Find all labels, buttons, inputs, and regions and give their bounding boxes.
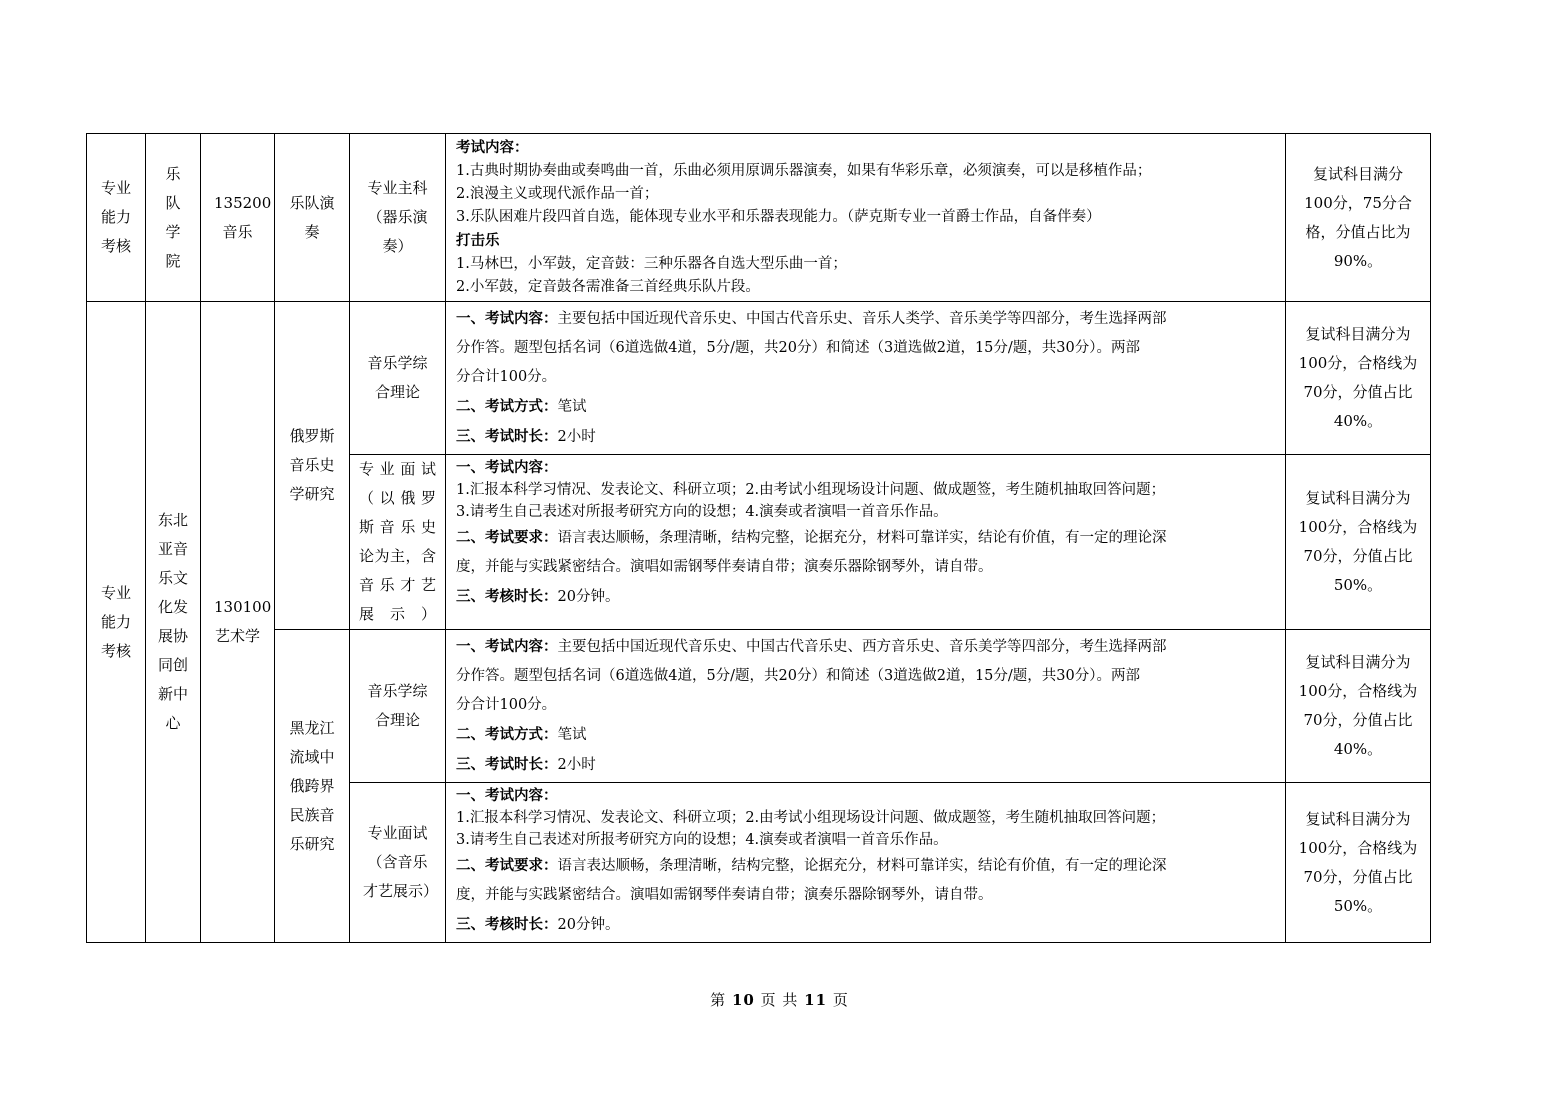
cell-line: 才艺展示） xyxy=(363,882,439,900)
direction-cell xyxy=(275,134,350,302)
cell-line: （以俄罗 xyxy=(359,489,436,507)
content-text: 1.汇报本科学习情况、发表论文、科研立项；2.由考试小组现场设计问题、做成题签，考生随机抽取回答问题； xyxy=(456,810,1166,826)
table-row xyxy=(87,630,1431,783)
content-text: 2小时 xyxy=(557,757,596,773)
content-text: 1.马林巴，小军鼓，定音鼓：三种乐器各自选大型乐曲一首； xyxy=(456,256,847,272)
content-heading: 二、考试要求： xyxy=(456,529,558,546)
cell-line: 40%。 xyxy=(1333,740,1383,758)
content-line xyxy=(456,750,1276,780)
category-cell xyxy=(87,134,146,302)
score-cell xyxy=(1286,134,1431,302)
cell-line: 复试科目满分 xyxy=(1312,164,1403,183)
college-cell xyxy=(146,134,201,302)
cell-line: 学院 xyxy=(165,222,181,270)
score-cell xyxy=(1286,630,1431,783)
content-text: 20分钟。 xyxy=(557,917,620,933)
cell-line: 展示） xyxy=(359,605,436,623)
cell-line: 100分，合格线为 xyxy=(1298,682,1418,700)
cell-line: 俄罗斯 xyxy=(289,427,335,445)
cell-line: 音乐学综 xyxy=(367,682,428,700)
page-middle: 页 共 xyxy=(760,991,799,1009)
content-line xyxy=(456,691,1276,720)
subject-cell xyxy=(350,455,446,630)
cell-line: （器乐演 xyxy=(367,208,428,226)
content-line xyxy=(456,334,1276,363)
content-heading: 二、考试要求： xyxy=(456,857,558,874)
content-line xyxy=(456,523,1276,553)
cell-line: 专业面试 xyxy=(359,460,436,478)
content-text: 笔试 xyxy=(557,399,587,415)
cell-line: 乐队 xyxy=(165,164,181,212)
cell-line: 俄跨界 xyxy=(289,776,335,795)
content-line xyxy=(456,363,1276,392)
table-row xyxy=(87,302,1431,455)
cell-line: 音乐学综 xyxy=(367,354,428,372)
content-text: 1.汇报本科学习情况、发表论文、科研立项；2.由考试小组现场设计问题、做成题签，考生随机抽取回答问题； xyxy=(456,482,1166,498)
cell-line: 乐队演 xyxy=(289,193,335,212)
content-text: 1.古典时期协奏曲或奏鸣曲一首，乐曲必须用原调乐器演奏，如果有华彩乐章，必须演奏，可以是移植作品； xyxy=(456,163,1152,179)
cell-line: 新中 xyxy=(158,685,189,703)
major-cell xyxy=(201,134,275,302)
cell-line: 合理论 xyxy=(374,383,420,401)
total-pages: 11 xyxy=(804,991,828,1009)
cell-line: 专业面试 xyxy=(367,824,428,842)
cell-line: 100分，合格线为 xyxy=(1298,354,1418,372)
cell-line: 学研究 xyxy=(289,485,335,503)
content-line xyxy=(456,785,1276,807)
content-line xyxy=(456,501,1276,523)
subject-cell xyxy=(350,630,446,783)
table-row xyxy=(87,134,1431,302)
content-line xyxy=(456,479,1276,501)
cell-line: 东北 xyxy=(158,511,189,529)
cell-line: 斯音乐史 xyxy=(359,518,436,536)
content-text: 度，并能与实践紧密结合。演唱如需钢琴伴奏请自带；演奏乐器除钢琴外，请自带。 xyxy=(456,887,993,903)
content-line xyxy=(456,206,1276,229)
major-cell xyxy=(201,302,275,943)
cell-line: 考核 xyxy=(100,641,131,660)
subject-cell xyxy=(350,302,446,455)
cell-line: 70分，分值占比 xyxy=(1303,547,1413,565)
cell-line: 心 xyxy=(165,714,181,732)
content-heading: 一、考试内容： xyxy=(456,310,558,327)
content-heading: 一、考试内容： xyxy=(456,459,558,476)
cell-line: 音乐才艺 xyxy=(359,576,436,594)
cell-line: 135200 xyxy=(214,193,272,212)
content-heading: 三、考试时长： xyxy=(456,428,558,445)
content-text: 主要包括中国近现代音乐史、中国古代音乐史、音乐人类学、音乐美学等四部分，考生选择两部 xyxy=(557,311,1167,327)
content-text: 分合计100分。 xyxy=(456,369,557,385)
content-heading: 一、考试内容： xyxy=(456,638,558,655)
content-heading: 一、考试内容： xyxy=(456,787,558,804)
content-text: 度，并能与实践紧密结合。演唱如需钢琴伴奏请自带；演奏乐器除钢琴外，请自带。 xyxy=(456,559,993,575)
direction-cell xyxy=(275,302,350,630)
cell-line: 亚音 xyxy=(158,540,189,558)
cell-line: 同创 xyxy=(158,656,189,674)
content-text: 2小时 xyxy=(557,429,596,445)
cell-line: 复试科目满分为 xyxy=(1305,325,1411,343)
college-cell xyxy=(146,302,201,943)
cell-line: 专业 xyxy=(100,179,131,197)
cell-line: 50%。 xyxy=(1333,896,1383,915)
content-line xyxy=(456,422,1276,452)
subject-cell xyxy=(350,134,446,302)
cell-line: 90%。 xyxy=(1333,251,1383,270)
cell-line: 100分，合格线为 xyxy=(1298,838,1418,857)
content-line xyxy=(456,304,1276,334)
content-line xyxy=(456,881,1276,910)
content-line xyxy=(456,851,1276,881)
content-cell xyxy=(446,630,1286,783)
content-cell xyxy=(446,783,1286,943)
category-cell xyxy=(87,302,146,943)
page-number xyxy=(0,989,1559,1010)
content-heading: 三、考核时长： xyxy=(456,916,558,933)
page-suffix: 页 xyxy=(832,991,849,1009)
content-heading: 二、考试方式： xyxy=(456,398,558,415)
content-text: 20分钟。 xyxy=(557,589,620,605)
content-heading: 三、考试时长： xyxy=(456,756,558,773)
content-text: 3.请考生自己表述对所报考研究方向的设想；4.演奏或者演唱一首音乐作品。 xyxy=(456,832,948,848)
content-line xyxy=(456,807,1276,829)
cell-line: 40%。 xyxy=(1333,412,1383,430)
cell-line: （含音乐 xyxy=(367,853,428,871)
content-cell xyxy=(446,455,1286,630)
cell-line: 奏 xyxy=(304,222,320,241)
content-line xyxy=(456,632,1276,662)
cell-line: 专业 xyxy=(100,583,131,602)
exam-requirements-table xyxy=(86,133,1431,943)
cell-line: 100分，75分合 xyxy=(1304,193,1412,212)
cell-line: 50%。 xyxy=(1333,576,1383,594)
content-line xyxy=(456,662,1276,691)
cell-line: 音乐史 xyxy=(289,456,335,474)
content-line xyxy=(456,457,1276,479)
content-cell xyxy=(446,302,1286,455)
content-line xyxy=(456,910,1276,940)
content-text: 分作答。题型包括名词（6道选做4道，5分/题，共20分）和简述（3道选做2道，15分/题，共30分）。两部 xyxy=(456,340,1140,356)
content-line xyxy=(456,229,1276,253)
cell-line: 格，分值占比为 xyxy=(1305,222,1411,241)
content-line xyxy=(456,136,1276,160)
cell-line: 化发 xyxy=(158,598,189,616)
page-prefix: 第 xyxy=(710,991,727,1009)
content-text: 语言表达顺畅，条理清晰，结构完整，论据充分，材料可靠详实，结论有价值，有一定的理论深 xyxy=(557,530,1167,546)
cell-line: 70分，分值占比 xyxy=(1303,383,1413,401)
cell-line: 合理论 xyxy=(374,711,420,729)
content-line xyxy=(456,553,1276,582)
cell-line: 乐文 xyxy=(158,569,189,587)
content-text: 主要包括中国近现代音乐史、中国古代音乐史、西方音乐史、音乐美学等四部分，考生选择两部 xyxy=(557,639,1167,655)
content-cell xyxy=(446,134,1286,302)
cell-line: 艺术学 xyxy=(214,627,260,645)
cell-line: 奏） xyxy=(382,237,413,255)
score-cell xyxy=(1286,455,1431,630)
subject-cell xyxy=(350,783,446,943)
cell-line: 音乐 xyxy=(222,222,253,241)
content-heading: 三、考核时长： xyxy=(456,588,558,605)
content-text: 笔试 xyxy=(557,727,587,743)
content-text: 分作答。题型包括名词（6道选做4道，5分/题，共20分）和简述（3道选做2道，15分/题，共30分）。两部 xyxy=(456,668,1140,684)
cell-line: 论为主，含 xyxy=(359,547,436,565)
cell-line: 复试科目满分为 xyxy=(1305,653,1411,671)
content-heading: 二、考试方式： xyxy=(456,726,558,743)
cell-line: 能力 xyxy=(100,612,131,631)
content-line xyxy=(456,582,1276,612)
content-line xyxy=(456,183,1276,206)
cell-line: 70分，分值占比 xyxy=(1303,867,1413,886)
content-line xyxy=(456,392,1276,422)
cell-line: 专业主科 xyxy=(367,179,428,197)
cell-line: 复试科目满分为 xyxy=(1305,809,1411,828)
content-text: 3.乐队困难片段四首自选，能体现专业水平和乐器表现能力。（萨克斯专业一首爵士作品，自备伴奏） xyxy=(456,209,1101,225)
cell-line: 100分，合格线为 xyxy=(1298,518,1418,536)
content-text: 3.请考生自己表述对所报考研究方向的设想；4.演奏或者演唱一首音乐作品。 xyxy=(456,504,948,520)
content-line xyxy=(456,160,1276,183)
cell-line: 能力 xyxy=(100,208,131,226)
cell-line: 130100 xyxy=(214,598,272,616)
cell-line: 复试科目满分为 xyxy=(1305,489,1411,507)
content-text: 2.浪漫主义或现代派作品一首； xyxy=(456,186,659,202)
content-text: 语言表达顺畅，条理清晰，结构完整，论据充分，材料可靠详实，结论有价值，有一定的理论深 xyxy=(557,858,1167,874)
current-page: 10 xyxy=(731,991,755,1009)
cell-line: 黑龙江 xyxy=(289,718,335,737)
content-heading: 打击乐 xyxy=(456,232,500,249)
content-line xyxy=(456,829,1276,851)
content-text: 2.小军鼓，定音鼓各需准备三首经典乐队片段。 xyxy=(456,279,760,295)
cell-line: 展协 xyxy=(158,627,189,645)
direction-cell xyxy=(275,630,350,943)
content-line xyxy=(456,253,1276,276)
content-line xyxy=(456,276,1276,299)
score-cell xyxy=(1286,302,1431,455)
cell-line: 民族音 xyxy=(289,805,335,824)
cell-line: 考核 xyxy=(100,237,131,255)
content-line xyxy=(456,720,1276,750)
content-text: 分合计100分。 xyxy=(456,697,557,713)
cell-line: 流域中 xyxy=(289,747,335,766)
cell-line: 70分，分值占比 xyxy=(1303,711,1413,729)
score-cell xyxy=(1286,783,1431,943)
content-heading: 考试内容： xyxy=(456,139,529,156)
cell-line: 乐研究 xyxy=(289,834,335,853)
